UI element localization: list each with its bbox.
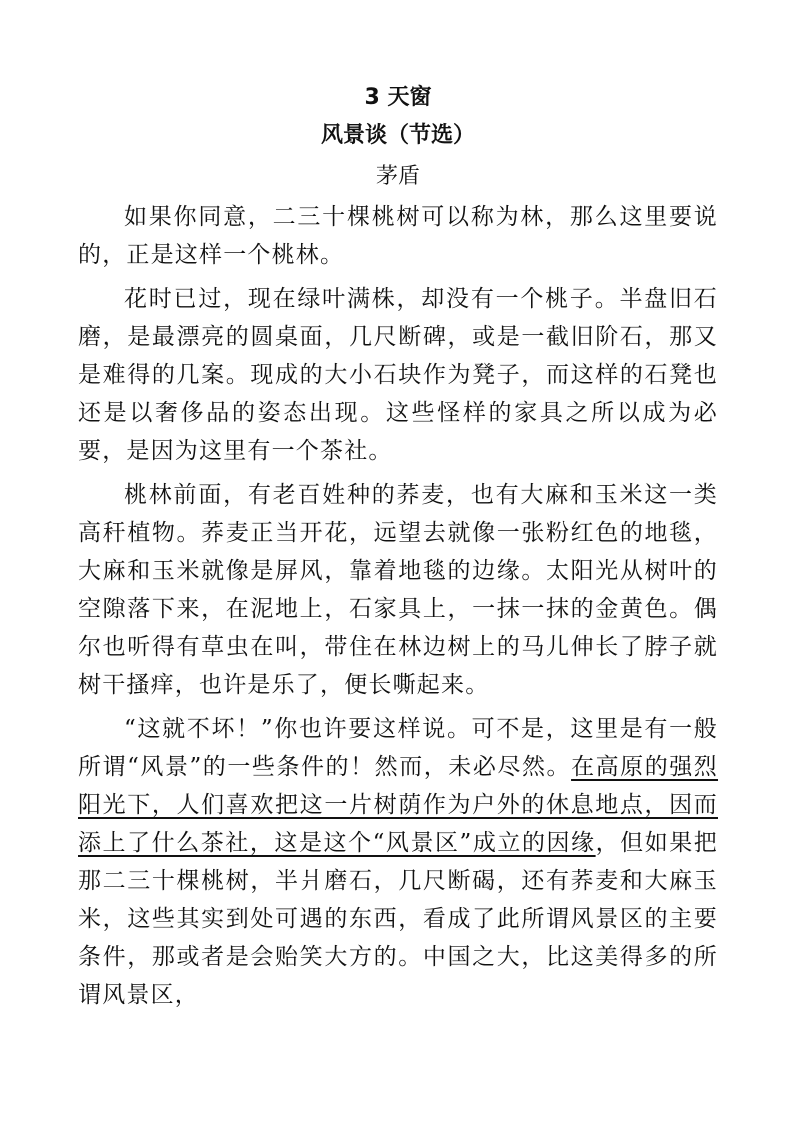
author-name: 茅盾 bbox=[375, 164, 420, 189]
document-page bbox=[78, 80, 718, 1020]
paragraph-4-start: “这就不坏！”你也许要这样说。可不是，这里是有一般所谓“风景”的一些条件的！然而，未必尽然。 bbox=[78, 716, 718, 780]
underlined-passage: 在高原的强烈阳光下，人们喜欢把这一片树荫作为户外的休息地点，因而添上了什么茶社，这是这个“风景区”成立的因缘 bbox=[78, 754, 719, 856]
lesson-title: 3 天窗 bbox=[364, 85, 432, 110]
paragraph-4-end: ，但如果把那二三十棵桃树，半爿磨石，几尺断碣，还有荞麦和大麻玉米，这些其实到处可遇的东西，看成了此所谓风景区的主要条件，那或者是会贻笑大方的。中国之大，比这美得多的所谓风景区， bbox=[78, 830, 719, 1008]
paragraph-4 bbox=[78, 710, 718, 1014]
paragraph-1: 如果你同意，二三十棵桃树可以称为林，那么这里要说的，正是这样一个桃林。 bbox=[78, 204, 718, 268]
essay-title: 风景谈（节选） bbox=[320, 123, 475, 148]
paragraph-2: 花时已过，现在绿叶满株，却没有一个桃子。半盘旧石磨，是最漂亮的圆桌面，几尺断碑，或是一截旧阶石，那又是难得的几案。现成的大小石块作为凳子，而这样的石凳也还是以奢侈品的姿态出现。这些怪样的家具之所以成为必要，是因为这里有一个茶社。 bbox=[78, 286, 718, 464]
paragraph-3: 桃林前面，有老百姓种的荞麦，也有大麻和玉米这一类高秆植物。荞麦正当开花，远望去就像一张粉红色的地毯，大麻和玉米就像是屏风，靠着地毯的边缘。太阳光从树叶的空隙落下来，在泥地上，石家具上，一抹一抹的金黄色。偶尔也听得有草虫在叫，带住在林边树上的马儿伸长了脖子就树干搔痒，也许是乐了，便长嘶起来。 bbox=[78, 482, 718, 698]
